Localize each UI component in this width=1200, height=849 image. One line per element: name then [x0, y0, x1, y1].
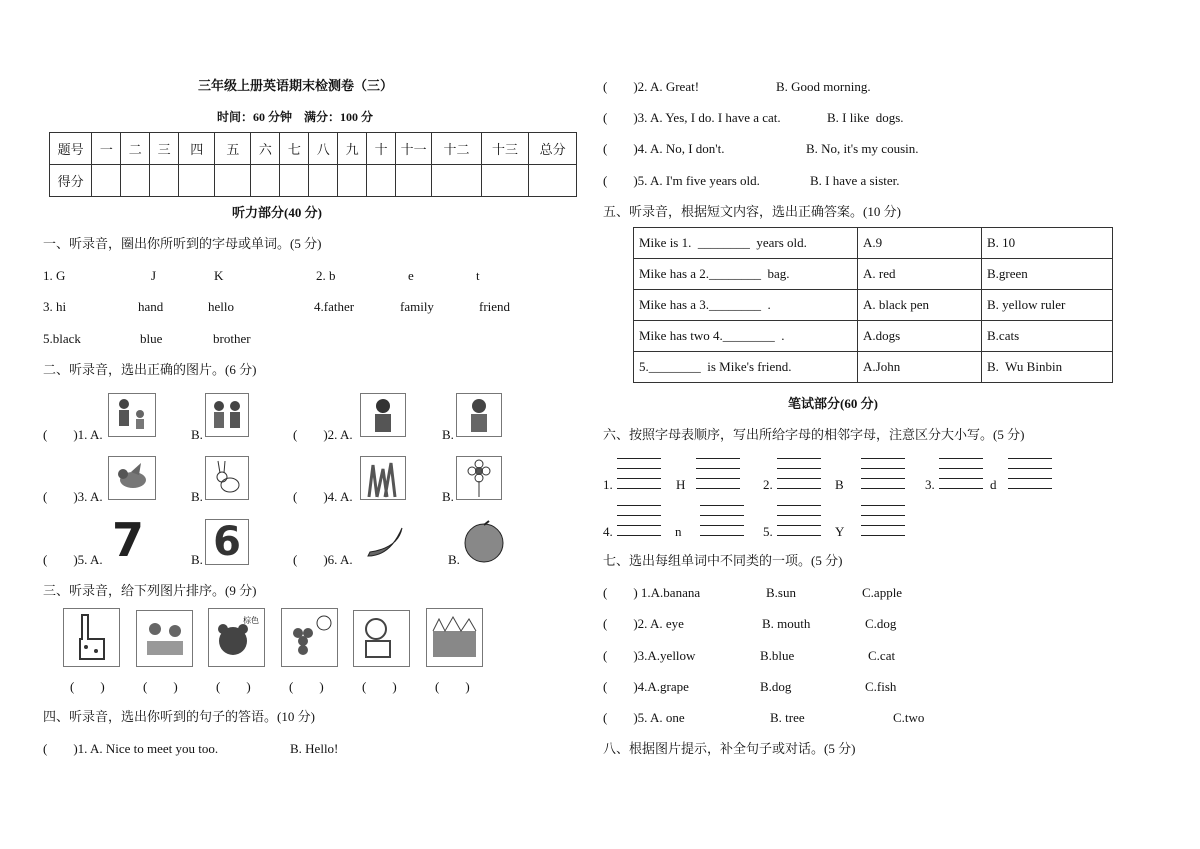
s1-item: 2. b: [316, 268, 336, 283]
s4-question-4: ( )4. A. No, I don't.: [603, 141, 725, 156]
flower-image: [456, 456, 502, 500]
s2-question-3: ( )3. A.: [43, 489, 103, 504]
s1-option: hello: [208, 299, 234, 314]
s1-item: 4.father: [314, 299, 355, 314]
s1-option: K: [214, 268, 224, 283]
s4-question-5: ( )5. A. I'm five years old.: [603, 173, 760, 188]
section-8-title: 八、根据图片提示，补全句子或对话。(5 分): [603, 741, 856, 756]
s5-cell: Mike has a 3.________ .: [634, 290, 858, 321]
s4-option-b: B. Good morning.: [776, 79, 871, 94]
s5-cell: B. 10: [982, 228, 1113, 259]
s1-option: t: [476, 268, 480, 283]
s6-letter: Y: [835, 524, 845, 539]
score-table-cell: 三: [150, 133, 179, 165]
bird-image: [108, 456, 156, 500]
exam-title: 三年级上册英语期末检测卷（三）: [198, 78, 394, 93]
s6-num: 5.: [763, 524, 773, 539]
s1-option: hand: [138, 299, 164, 314]
s7-option: C.apple: [862, 585, 903, 600]
s5-cell: 5.________ is Mike's friend.: [634, 352, 858, 383]
score-table-cell: 五: [215, 133, 251, 165]
score-table-cell: 一: [92, 133, 121, 165]
s4-question-2: ( )2. A. Great!: [603, 79, 700, 94]
s5-table: [633, 227, 1113, 383]
s6-num: 3.: [925, 477, 935, 492]
s1-option: e: [408, 268, 414, 283]
s2-question-2: ( )2. A.: [293, 427, 353, 442]
rabbit-image: [205, 456, 249, 500]
s7-option: B. mouth: [762, 616, 811, 631]
s1-option: friend: [479, 299, 511, 314]
score-table-cell: 十: [367, 133, 396, 165]
s2-option-b: B.: [191, 427, 203, 442]
s1-item: 3. hi: [43, 299, 67, 314]
listening-heading: 听力部分(40 分): [232, 205, 322, 220]
s1-item: 1. G: [43, 268, 66, 283]
s3-answer-blank[interactable]: ( ): [289, 679, 324, 694]
farm-animals-image: [426, 608, 483, 667]
score-table-cell: 十三: [481, 133, 529, 165]
time-score-line: 时间：60 分钟 满分：100 分: [217, 110, 374, 124]
section-2-title: 二、听录音，选出正确的图片。(6 分): [43, 362, 257, 377]
s5-cell: B. Wu Binbin: [982, 352, 1113, 383]
s5-cell: A.9: [858, 228, 982, 259]
score-table-cell: 六: [251, 133, 280, 165]
section-1-title: 一、听录音，圈出你所听到的字母或单词。(5 分): [43, 236, 322, 251]
people-greeting-image: [108, 393, 156, 437]
s5-cell: A. red: [858, 259, 982, 290]
s6-num: 2.: [763, 477, 773, 492]
s5-cell: A. black pen: [858, 290, 982, 321]
giraffe-image: [63, 608, 120, 667]
s2-option-b: B.: [448, 552, 460, 567]
s5-cell: B.cats: [982, 321, 1113, 352]
s6-num: 1.: [603, 477, 613, 492]
s1-option: brother: [213, 331, 251, 346]
score-table-cell: 九: [338, 133, 367, 165]
score-table-cell: 二: [121, 133, 150, 165]
s1-option: family: [400, 299, 434, 314]
s4-option-b: B. I like dogs.: [827, 110, 904, 125]
score-table-cell: 十二: [432, 133, 482, 165]
s4-option-b: B. No, it's my cousin.: [806, 141, 919, 156]
s7-option: B.blue: [760, 648, 795, 663]
s7-option: C.two: [893, 710, 925, 725]
number-seven-image: 7: [112, 513, 145, 567]
baby-image: [353, 610, 410, 667]
section-7-title: 七、选出每组单词中不同类的一项。(5 分): [603, 553, 843, 568]
s3-answer-blank[interactable]: ( ): [362, 679, 397, 694]
score-table-cell: 八: [309, 133, 338, 165]
grass-image: [360, 456, 406, 500]
children-playing-image: [136, 610, 193, 667]
score-table-cell: 四: [179, 133, 215, 165]
s6-letter: d: [990, 477, 997, 492]
written-heading: 笔试部分(60 分): [788, 396, 878, 411]
s2-question-1: ( )1. A.: [43, 427, 103, 442]
s7-option: B. tree: [770, 710, 805, 725]
s6-num: 4.: [603, 524, 613, 539]
s3-answer-blank[interactable]: ( ): [143, 679, 178, 694]
s4-question-3: ( )3. A. Yes, I do. I have a cat.: [603, 110, 781, 125]
s2-option-b: B.: [442, 427, 454, 442]
section-4-title: 四、听录音，选出你听到的句子的答语。(10 分): [43, 709, 315, 724]
two-people-image: [205, 393, 249, 437]
s5-cell: B.green: [982, 259, 1113, 290]
s2-question-5: ( )5. A.: [43, 552, 103, 567]
s4-option-b: B. Hello!: [290, 741, 339, 756]
girl-image: [360, 393, 406, 437]
s5-cell: Mike has two 4.________ .: [634, 321, 858, 352]
s1-item: 5.black: [43, 331, 81, 346]
score-table-cell: 十一: [396, 133, 432, 165]
s7-option: C.dog: [865, 616, 897, 631]
brown-color-tag: 棕色: [243, 616, 259, 625]
s7-question: ( ) 1.A.banana: [603, 585, 701, 600]
s2-question-6: ( )6. A.: [293, 552, 353, 567]
score-table-cell: 题号: [50, 133, 92, 165]
s3-answer-blank[interactable]: ( ): [435, 679, 470, 694]
score-table: [49, 132, 577, 197]
section-6-title: 六、按照字母表顺序，写出所给字母的相邻字母，注意区分大小写。(5 分): [603, 427, 1025, 442]
s3-answer-blank[interactable]: ( ): [70, 679, 105, 694]
s5-cell: Mike has a 2.________ bag.: [634, 259, 858, 290]
s5-cell: B. yellow ruler: [982, 290, 1113, 321]
s1-option: blue: [140, 331, 163, 346]
s7-option: C.fish: [865, 679, 897, 694]
number-six-image: [205, 519, 249, 565]
number-six-glyph: 6: [213, 519, 241, 565]
s4-question-1: ( )1. A. Nice to meet you too.: [43, 741, 219, 756]
s7-question: ( )5. A. one: [603, 710, 685, 725]
s4-option-b: B. I have a sister.: [810, 173, 900, 188]
score-table-cell: 七: [280, 133, 309, 165]
boy-image: [456, 393, 502, 437]
s2-option-b: B.: [191, 552, 203, 567]
banana-image: [362, 522, 408, 566]
grapes-image: [281, 608, 338, 667]
score-table-cell: 总分: [529, 133, 577, 165]
s5-cell: Mike is 1. ________ years old.: [634, 228, 858, 259]
section-3-title: 三、听录音，给下列图片排序。(9 分): [43, 583, 257, 598]
section-5-title: 五、听录音，根据短文内容，选出正确答案。(10 分): [603, 204, 901, 219]
s2-option-b: B.: [191, 489, 203, 504]
s7-option: B.dog: [760, 679, 792, 694]
s7-question: ( )4.A.grape: [603, 679, 689, 694]
s7-question: ( )2. A. eye: [603, 616, 684, 631]
s1-option: J: [151, 268, 157, 283]
score-table-cell: 得分: [50, 165, 92, 197]
s7-question: ( )3.A.yellow: [603, 648, 696, 663]
bear-image: [208, 608, 265, 667]
s6-letter: H: [676, 477, 686, 492]
s2-option-b: B.: [442, 489, 454, 504]
s5-cell: A.John: [858, 352, 982, 383]
s2-question-4: ( )4. A.: [293, 489, 353, 504]
s5-cell: A.dogs: [858, 321, 982, 352]
s7-option: B.sun: [766, 585, 796, 600]
s6-letter: B: [835, 477, 844, 492]
s6-letter: n: [675, 524, 682, 539]
orange-image: [461, 519, 507, 569]
s3-answer-blank[interactable]: ( ): [216, 679, 251, 694]
s7-option: C.cat: [868, 648, 896, 663]
